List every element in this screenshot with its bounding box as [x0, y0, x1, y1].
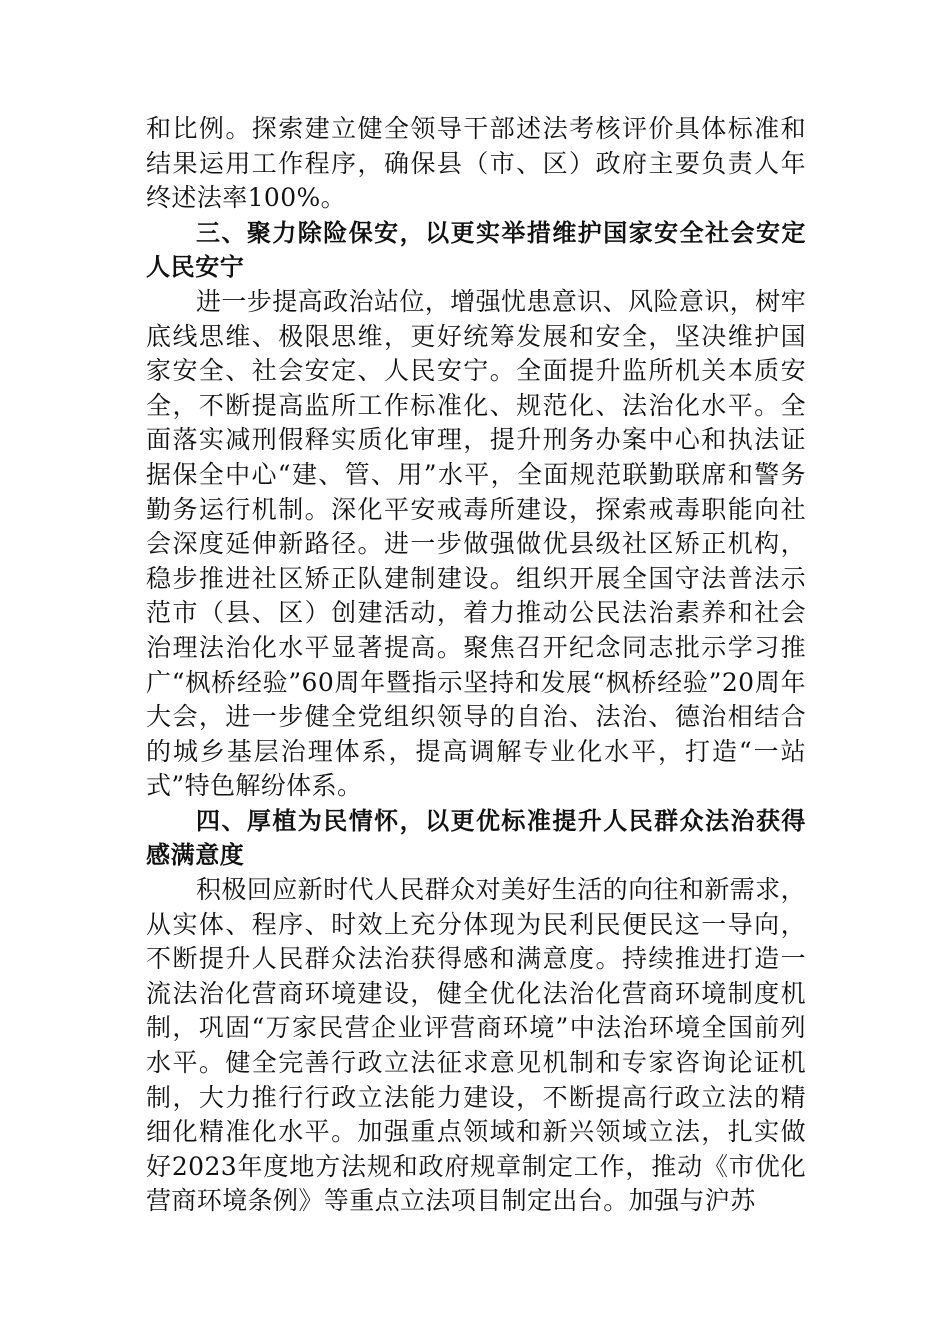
paragraph-section-three-body: 进一步提高政治站位，增强忧患意识、风险意识，树牢底线思维、极限思维，更好统筹发展和安全，坚决维护国家安全、社会安定、人民安宁。全面提升监所机关本质安全，不断提高监所工作标准化、规范化、法治化水平。全面落实减刑假释实质化审理，提升刑务办案中心和执法证据保全中心“建、管、用”水平，全面规范联勤联席和警务勤务运行机制。深化平安戒毒所建设，探索戒毒职能向社会深度延伸新路径。进一步做强做优县级社区矫正机构，稳步推进社区矫正队建制建设。组织开展全国守法普法示范市（县、区）创建活动，着力推动公民法治素养和社会治理法治化水平显著提高。聚焦召开纪念同志批示学习推广“枫桥经验”60周年暨指示坚持和发展“枫桥经验”20周年大会，进一步健全党组织领导的自治、法治、德治相结合的城乡基层治理体系，提高调解专业化水平，打造“一站式”特色解纷体系。 — [146, 286, 806, 801]
paragraph-continued-body: 和比例。探索建立健全领导干部述法考核评价具体标准和结果运用工作程序，确保县（市、区）政府主要负责人年终述法率100%。 — [146, 114, 806, 213]
section-heading-four: 四、厚植为民情怀，以更优标准提升人民群众法治获得感满意度 — [146, 806, 806, 870]
section-heading-three: 三、聚力除险保安，以更实举措维护国家安全社会安定人民安宁 — [146, 218, 806, 282]
paragraph-section-four-body: 积极回应新时代人民群众对美好生活的向往和新需求，从实体、程序、时效上充分体现为民利民便民这一导向，不断提升人民群众法治获得感和满意度。持续推进打造一流法治化营商环境建设，健全优化法治化营商环境制度机制，巩固“万家民营企业评营商环境”中法治环境全国前列水平。健全完善行政立法征求意见机制和专家咨询论证机制，大力推行行政立法能力建设，不断提高行政立法的精细化精准化水平。加强重点领域和新兴领域立法，扎实做好2023年度地方法规和政府规章制定工作，推动《市优化营商环境条例》等重点立法项目制定出台。加强与沪苏 — [146, 875, 806, 1216]
document-page — [146, 112, 806, 1219]
